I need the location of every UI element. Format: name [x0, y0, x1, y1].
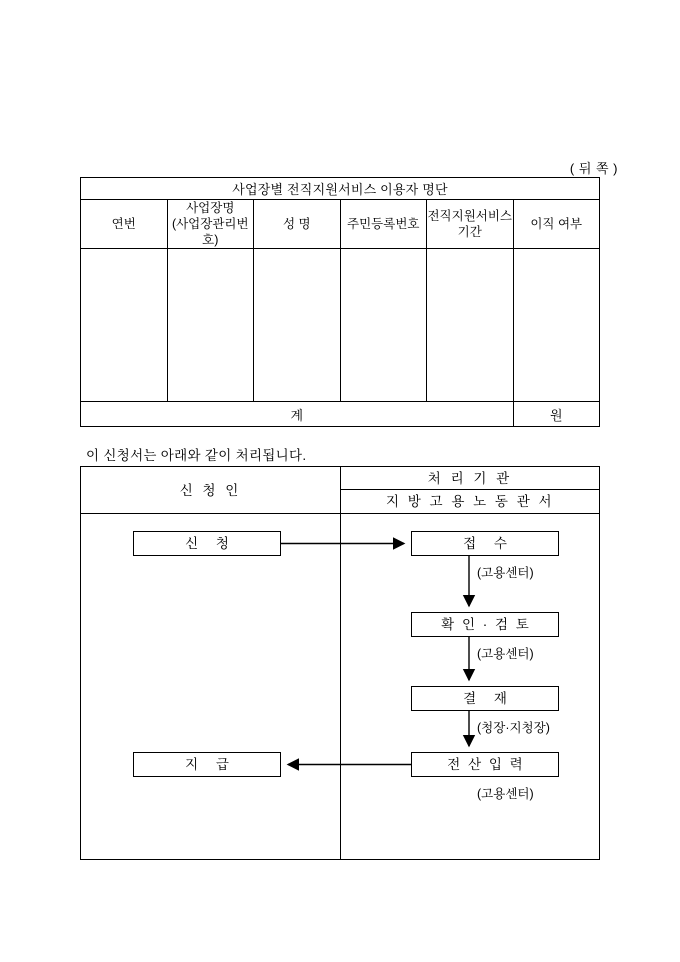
cell-name[interactable]	[254, 249, 341, 402]
column-header-rrn: 주민등록번호	[340, 200, 427, 249]
cell-rrn[interactable]	[340, 249, 427, 402]
flow-note-after-approve: (청장·지청장)	[477, 721, 550, 735]
flow-header-office: 지 방 고 용 노 동 관 서	[341, 490, 599, 514]
column-header-company-line2: (사업장관리번호)	[171, 217, 249, 247]
flow-header-applicant: 신 청 인	[81, 467, 340, 514]
roster-table-title-row	[81, 178, 600, 200]
roster-table	[80, 177, 600, 427]
flow-note-after-input: (고용센터)	[477, 787, 534, 801]
flow-box-payment: 지 급	[133, 752, 281, 777]
roster-table-entry-row[interactable]	[81, 249, 600, 402]
flow-box-approve: 결 재	[411, 686, 559, 711]
column-header-company-line1: 사업장명	[186, 201, 235, 215]
sum-label: 계	[81, 402, 514, 427]
flow-box-apply: 신 청	[133, 531, 281, 556]
cell-company[interactable]	[167, 249, 254, 402]
column-header-no: 연번	[81, 200, 168, 249]
roster-table-title: 사업장별 전직지원서비스 이용자 명단	[81, 178, 600, 200]
column-header-company	[167, 200, 254, 249]
roster-table-sum-row	[81, 402, 600, 427]
cell-no[interactable]	[81, 249, 168, 402]
page-corner-label: ( 뒤 쪽 )	[569, 161, 618, 176]
column-header-leave: 이직 여부	[513, 200, 600, 249]
column-header-period: 전직지원서비스 기간	[427, 200, 514, 249]
flow-header-agency: 처 리 기 관	[341, 467, 599, 490]
cell-period[interactable]	[427, 249, 514, 402]
flow-box-computer-input: 전 산 입 력	[411, 752, 559, 777]
column-header-name: 성 명	[254, 200, 341, 249]
sum-unit: 원	[513, 402, 600, 427]
flow-column-agency	[341, 467, 599, 859]
process-caption: 이 신청서는 아래와 같이 처리됩니다.	[86, 448, 307, 463]
flow-column-applicant	[81, 467, 341, 859]
flow-box-review: 확 인 · 검 토	[411, 612, 559, 637]
flow-box-receipt: 접 수	[411, 531, 559, 556]
roster-table-header-row	[81, 200, 600, 249]
flow-note-after-receipt: (고용센터)	[477, 566, 534, 580]
cell-leave[interactable]	[513, 249, 600, 402]
flow-note-after-review: (고용센터)	[477, 647, 534, 661]
